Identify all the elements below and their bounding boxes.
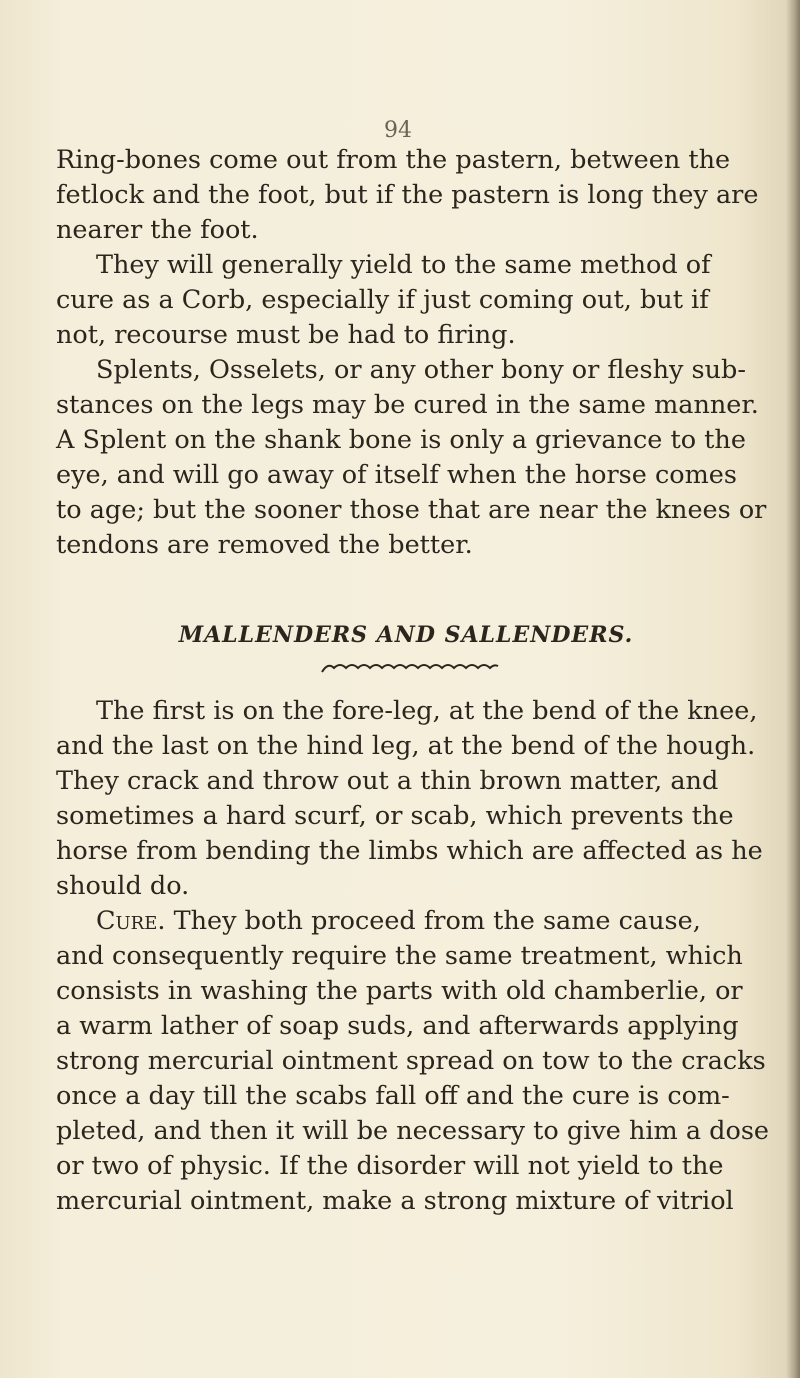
text-line: once a day till the scabs fall off and the cure is com- xyxy=(56,1081,730,1111)
text-line: a warm lather of soap suds, and afterwards applying xyxy=(56,1011,739,1041)
text-line: They crack and throw out a thin brown matter, and xyxy=(56,766,719,796)
text-line: fetlock and the foot, but if the pastern is long they are xyxy=(56,180,759,210)
text-line: strong mercurial ointment spread on tow to the cracks xyxy=(56,1046,766,1076)
page-edge-shadow xyxy=(786,0,800,1378)
text-line: Ring-bones come out from the pastern, between the xyxy=(56,145,731,175)
text-line: pleted, and then it will be necessary to give him a dose xyxy=(56,1116,769,1146)
text-line: sometimes a hard scurf, or scab, which prevents the xyxy=(56,801,734,831)
section-ring-bones xyxy=(56,143,767,563)
text-line: mercurial ointment, make a strong mixture of vitriol xyxy=(56,1186,734,1216)
text-line: horse from bending the limbs which are affected as he xyxy=(56,836,763,866)
section-heading: MALLENDERS AND SALLENDERS. xyxy=(178,622,634,648)
text-line: nearer the foot. xyxy=(56,215,259,245)
text-line: and consequently require the same treatment, which xyxy=(56,941,743,971)
text-line: tendons are removed the better. xyxy=(56,530,473,560)
cure-first-line xyxy=(56,904,756,939)
page-number: 94 xyxy=(384,118,412,143)
text-line: or two of physic. If the disorder will not yield to the xyxy=(56,1151,724,1181)
text-line: They will generally yield to the same method of xyxy=(96,250,711,280)
text-line: stances on the legs may be cured in the same manner. xyxy=(56,390,759,420)
section-cure xyxy=(56,904,769,1219)
text-line: The first is on the fore-leg, at the bend of the knee, xyxy=(96,696,758,726)
text-line: A Splent on the shank bone is only a grievance to the xyxy=(56,425,746,455)
text-line: cure as a Corb, especially if just coming out, but if xyxy=(56,285,709,315)
text-line: and the last on the hind leg, at the bend of the hough. xyxy=(56,731,756,761)
text-line: to age; but the sooner those that are near the knees or xyxy=(56,495,767,525)
text-line: not, recourse must be had to firing. xyxy=(56,320,516,350)
cure-label: Cure. xyxy=(96,906,166,936)
decorative-rule-icon xyxy=(320,658,500,676)
text-line: consists in washing the parts with old chamberlie, or xyxy=(56,976,743,1006)
text-line: Splents, Osselets, or any other bony or fleshy sub- xyxy=(96,355,746,385)
section-mallenders xyxy=(56,694,763,904)
text-span: They both proceed from the same cause, xyxy=(165,906,701,936)
text-line: should do. xyxy=(56,871,190,901)
text-line: eye, and will go away of itself when the horse comes xyxy=(56,460,737,490)
